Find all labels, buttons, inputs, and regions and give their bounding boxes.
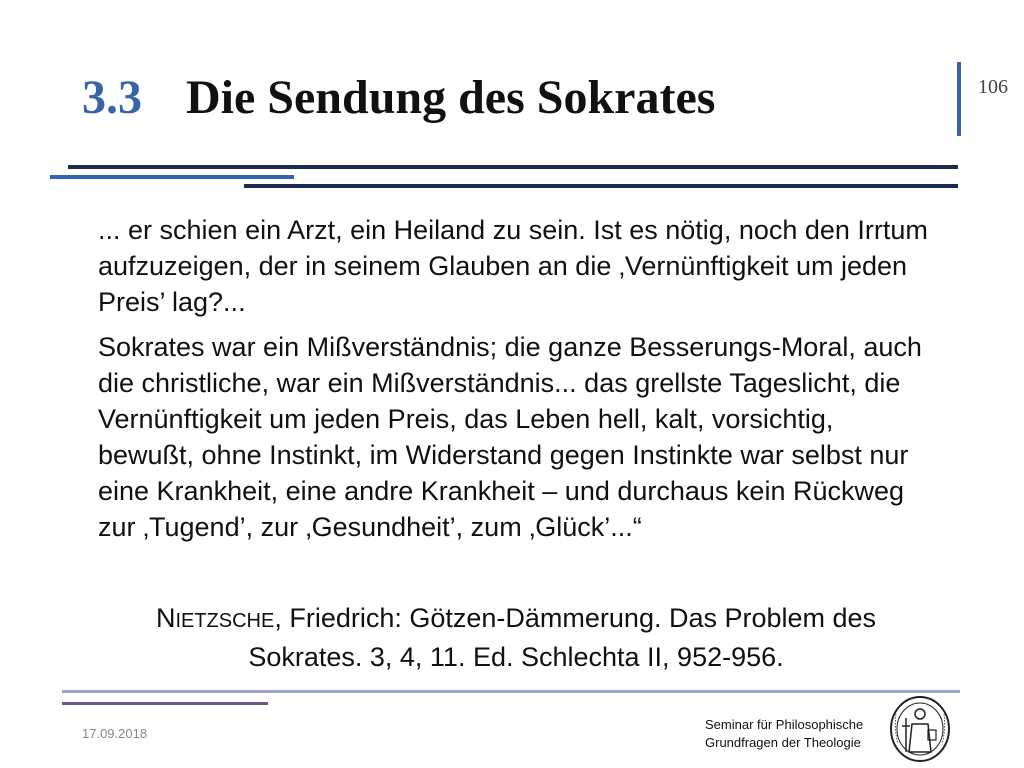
citation-author-rest: IETZSCHE <box>175 610 275 632</box>
seminar-name <box>705 716 875 752</box>
section-number: 3.3 <box>82 71 142 124</box>
quote-block <box>98 212 928 545</box>
footer-rule-accent <box>62 702 268 705</box>
title-divider <box>957 62 961 136</box>
seminar-line-1: Seminar für Philosophische <box>705 717 864 732</box>
footer-rule <box>62 690 960 693</box>
seminar-line-2: Grundfragen der Theologie <box>705 735 861 750</box>
page-number: 106 <box>978 76 1008 98</box>
header-rule-bottom <box>244 184 958 188</box>
footer-date: 17.09.2018 <box>82 726 148 741</box>
slide-title <box>82 70 715 126</box>
quote-paragraph-1: ... er schien ein Arzt, ein Heiland zu sein. Ist es nötig, noch den Irrtum aufzuzeigen, der in seinem Glauben an die ‚Vernünftigkeit um jeden Preis’ lag?... <box>98 215 928 317</box>
title-text: Die Sendung des Sokrates <box>186 71 716 124</box>
citation <box>96 600 936 675</box>
citation-author-initial: N <box>155 603 176 633</box>
header-rule-accent <box>50 175 294 179</box>
university-seal-icon <box>888 694 952 764</box>
header-rule-top <box>68 165 958 169</box>
citation-text: , Friedrich: Götzen-Dämmerung. Das Problem des Sokrates. 3, 4, 11. Ed. Schlechta II, 952-956. <box>248 603 877 672</box>
quote-paragraph-2: Sokrates war ein Mißverständnis; die ganze Besserungs-Moral, auch die christliche, war ein Mißverständnis... das grellste Tageslicht, die Vernünftigkeit um jeden Preis, das Leben hell, kalt, vorsichtig, bewußt, ohne Instinkt, im Widerstand gegen Instinkte war selbst nur eine Krankheit, eine andre Krankheit – und durchaus kein Rückweg zur ‚Tugend’, zur ‚Gesundheit’, zum ‚Glück’...“ <box>98 332 922 542</box>
